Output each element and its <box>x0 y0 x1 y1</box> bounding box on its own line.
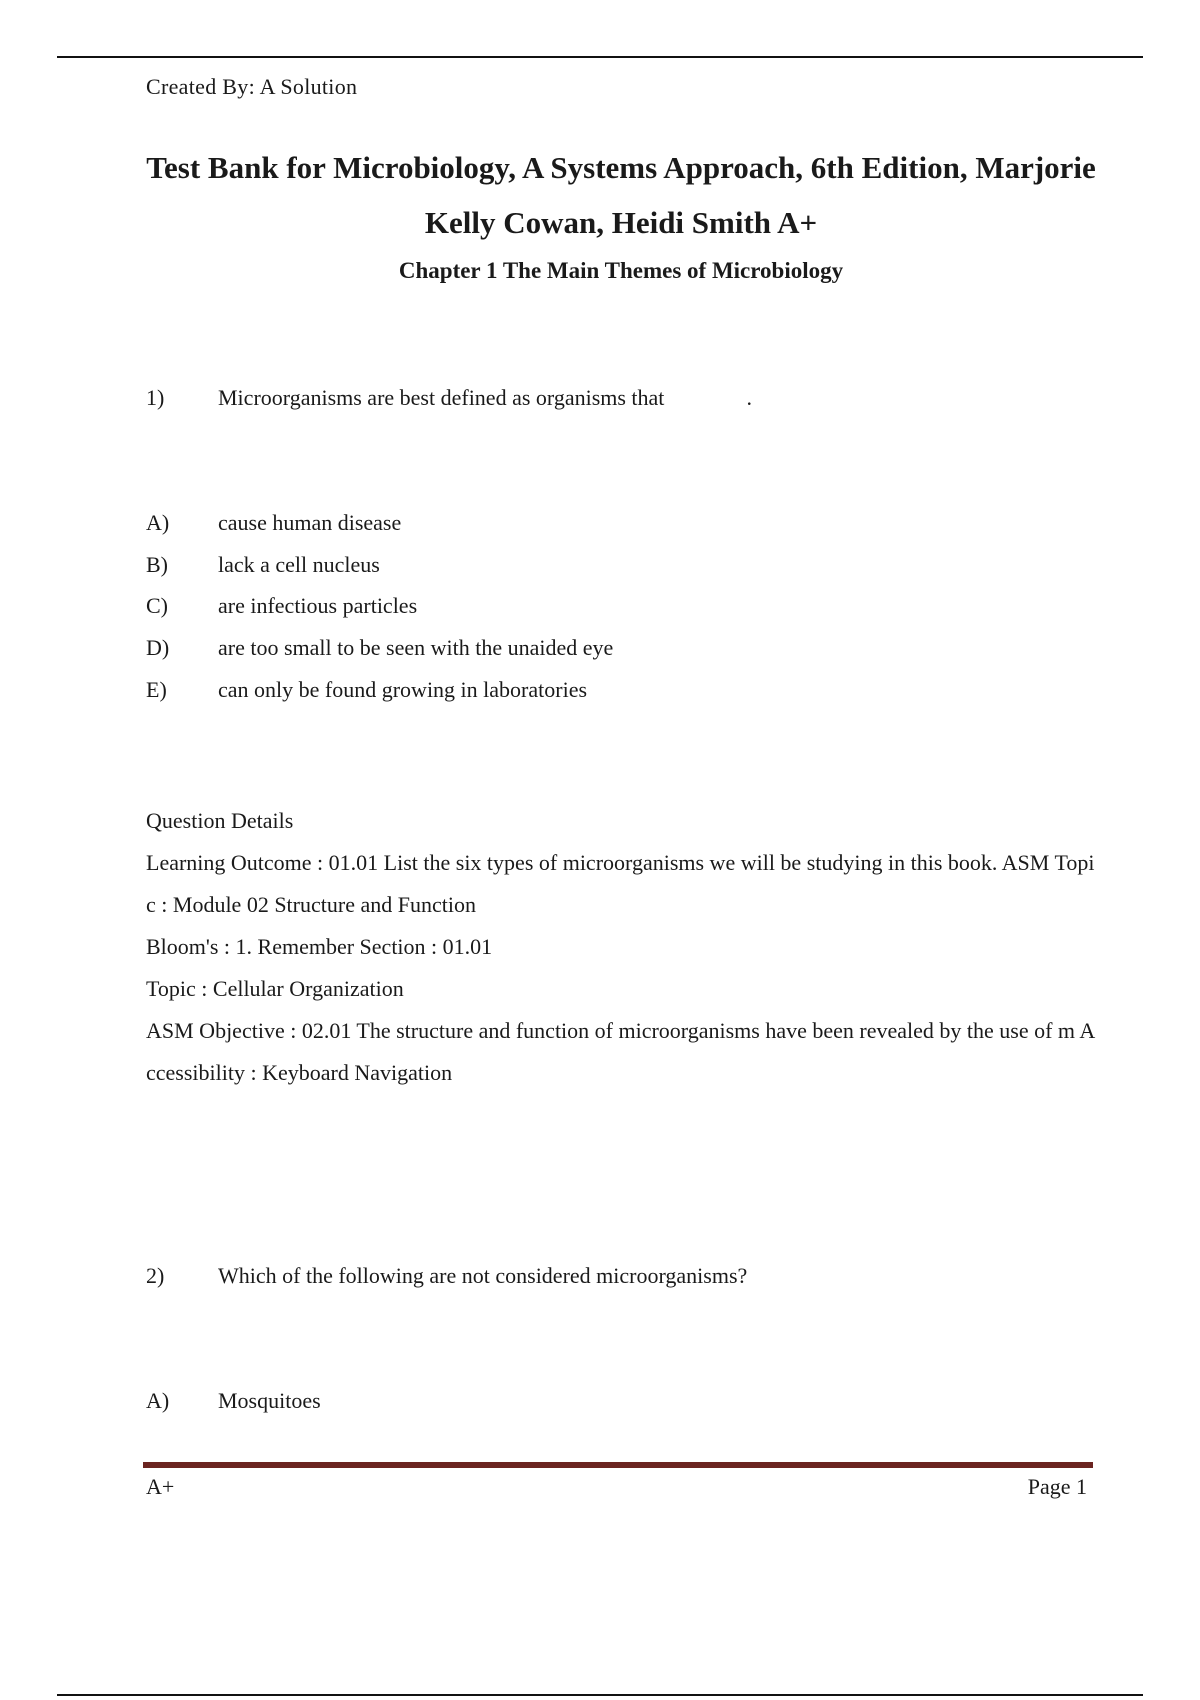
details-learning-outcome: Learning Outcome : 01.01 List the six types of microorganisms we will be studying in this book. ASM Topic : Module 02 Structure and Function <box>146 850 1095 917</box>
option-letter: C) <box>146 593 168 618</box>
footer-grade: A+ <box>146 1474 175 1499</box>
details-blooms: Bloom's : 1. Remember Section : 01.01 <box>146 934 493 959</box>
option-letter: D) <box>146 635 170 660</box>
option-text: Mosquitoes <box>218 1388 321 1413</box>
question-1 <box>146 385 1096 415</box>
option-row[interactable] <box>146 635 1096 665</box>
option-text: lack a cell nucleus <box>218 552 380 577</box>
bottom-rule <box>57 1694 1143 1696</box>
option-letter: B) <box>146 552 168 577</box>
document-title: Test Bank for Microbiology, A Systems Approach, 6th Edition, Marjorie Kelly Cowan, Heidi Smith A+ <box>146 150 1096 240</box>
option-row[interactable] <box>146 593 1096 623</box>
question-details <box>146 800 1096 1094</box>
details-topic: Topic : Cellular Organization <box>146 976 404 1001</box>
option-row[interactable] <box>146 510 1096 540</box>
option-text: are infectious particles <box>218 593 418 618</box>
option-text: cause human disease <box>218 510 402 535</box>
details-heading: Question Details <box>146 808 294 833</box>
question-text: Microorganisms are best defined as organisms that . <box>218 385 752 410</box>
option-row[interactable] <box>146 1388 1096 1418</box>
top-rule <box>57 56 1143 58</box>
created-by-label: Created By: A Solution <box>146 74 358 99</box>
question-text: Which of the following are not considered microorganisms? <box>218 1263 748 1288</box>
option-row[interactable] <box>146 677 1096 707</box>
option-letter: E) <box>146 677 167 702</box>
option-text: can only be found growing in laboratories <box>218 677 588 702</box>
page-number: Page 1 <box>1027 1474 1087 1499</box>
option-row[interactable] <box>146 552 1096 582</box>
question-blank-end: . <box>746 385 752 410</box>
option-text: are too small to be seen with the unaided eye <box>218 635 614 660</box>
question-number: 1) <box>146 385 165 410</box>
option-letter: A) <box>146 1388 170 1413</box>
question-number: 2) <box>146 1263 165 1288</box>
option-letter: A) <box>146 510 170 535</box>
details-asm-objective: ASM Objective : 02.01 The structure and function of microorganisms have been revealed by the use of m Accessibility : Keyboard Navigation <box>146 1018 1096 1085</box>
question-2 <box>146 1263 1096 1293</box>
chapter-title: Chapter 1 The Main Themes of Microbiology <box>398 258 844 283</box>
footer-rule <box>143 1462 1093 1468</box>
